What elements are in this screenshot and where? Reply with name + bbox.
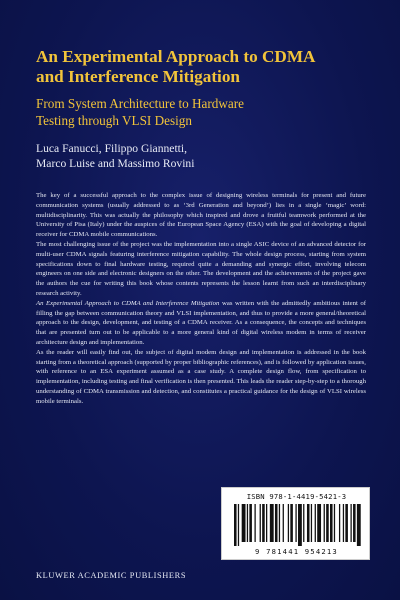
barcode-bar [350,504,351,542]
publisher-name: KLUWER ACADEMIC PUBLISHERS [36,571,187,580]
title-line-1: An Experimental Approach to CDMA [36,47,316,66]
barcode-bar [290,504,293,542]
barcode-bar [307,504,310,542]
barcode-bar [283,504,284,542]
book-subtitle [36,96,376,129]
barcode-bar [275,504,278,542]
subtitle-line-1: From System Architecture to Hardware [36,96,245,111]
subtitle-line-2: Testing through VLSI Design [36,112,192,128]
barcode-bar [303,504,304,542]
barcode-bar [317,504,321,542]
book-title [36,47,376,87]
blurb-paragraph-4: As the reader will easily find out, the subject of digital modem design and implementation is addressed in the book starting from a theoretical approach (supported by proper bibliographic references), and is followed by application issues, with reference to an ESA experiment assumed as a case study. A complete design flow, from specification to implementation, including testing and final verification is then presented. This leads the reader step-by-step to a thorough understanding of CDMA transmission and detection, and constitutes a practical guidance for the design of VLSI wireless mobile terminals. [36,348,366,405]
barcode-bar [330,504,333,542]
barcode-bar [298,504,302,546]
blurb-book-title-italic: An Experimental Approach to CDMA and Interference Mitigation [36,299,220,307]
barcode-bar [254,504,255,542]
barcode-bar [324,504,325,542]
authors-line-2: Marco Luise and Massimo Rovini [36,157,195,170]
authors-line-1: Luca Fanucci, Filippo Giannetti, [36,142,188,155]
barcode-bar [249,504,252,542]
blurb-paragraph-2: The most challenging issue of the project was the implementation into a single ASIC device of an advanced detector for multi-user CDMA signals featuring interference mitigation capability. The whole design process, starting from system specifications down to final hardware testing, required quite a demanding and synergic effort, involving telecom engineers on one side and electronic designers on the other. The development and the achievements of the project gave the authors the cue for writing this book whose contents represents the lesson learnt from such an interdisciplinary research activity. [36,240,366,297]
barcode-number: 9 781441 954213 [255,547,338,556]
barcode-bar [339,504,340,542]
barcode-bar [270,504,274,542]
barcode-bar [288,504,289,542]
barcode-icon [234,504,362,546]
barcode-bar [266,504,267,542]
barcode-bar [295,504,296,542]
barcode-bar [357,504,361,546]
blurb-paragraph-3 [36,299,366,348]
barcode-bar [315,504,316,542]
blurb-paragraph-3-text: was written with the admittedly ambitious intent of filling the gap between communication theory and VLSI implementation, and thus to provide a more general/theoretical approach to the design, development, and testing of a CDMA receiver. As a consequence, the concepts and techniques that are presented turn out to be applicable to a more general kind of digital wireless modem in terms of receiver architecture design and implementation. [36,299,366,346]
barcode-bar [234,504,237,546]
barcode-bar [247,504,248,542]
barcode-bar [260,504,261,542]
book-blurb [36,191,366,407]
barcode-bar [345,504,348,542]
barcode-bar [343,504,344,542]
barcode-bar [353,504,356,542]
isbn-barcode-box [221,487,370,560]
book-authors [36,141,376,171]
barcode-bar [311,504,312,542]
barcode-bar [326,504,329,542]
isbn-label: ISBN 978-1-4419-5421-3 [246,492,347,501]
barcode-bar [334,504,335,542]
blurb-paragraph-1: The key of a successful approach to the complex issue of designing wireless terminals for present and future communication systems (usually addressed to as ‘3rd Generation and beyond’) lies in a single ‘magic’ word: multidisciplinarity. This was actually the philosophy which inspired and drove a fruitful teamwork performed at the University of Pisa (Italy) under the auspices of the European Space Agency (ESA) with the goal of developing a digital receiver for CDMA mobile communications. [36,192,366,239]
barcode-bar [238,504,239,546]
barcode-bar [279,504,280,542]
barcode-bar [262,504,265,542]
barcode-bar [242,504,246,542]
title-line-2: and Interference Mitigation [36,67,240,86]
